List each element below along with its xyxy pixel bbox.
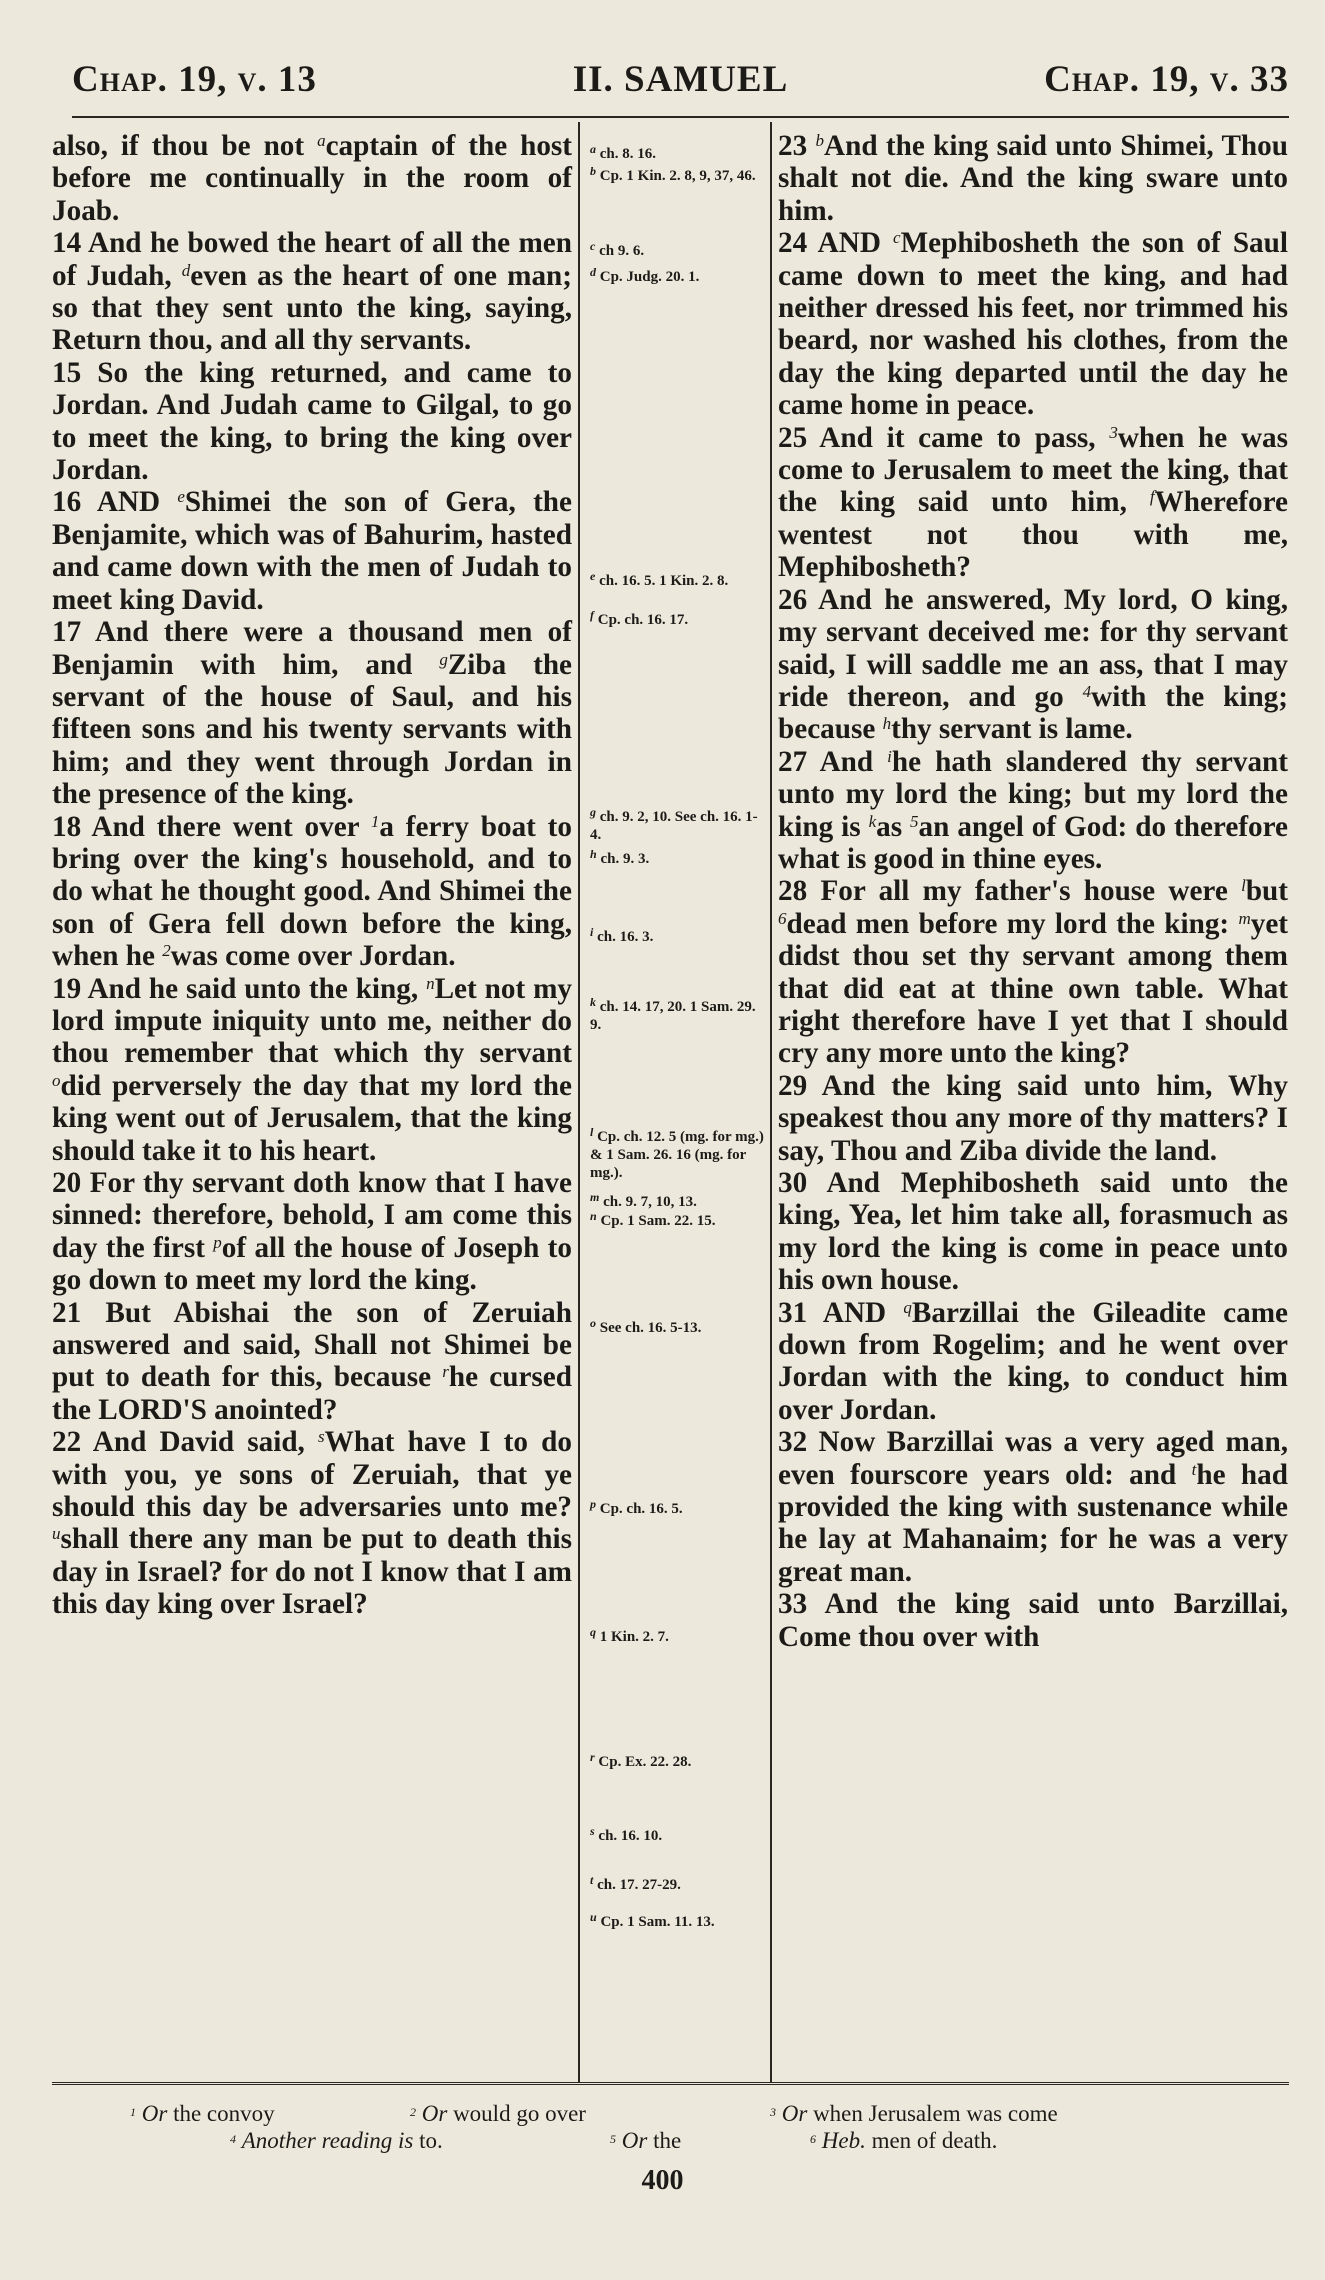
footnote-qualifier: Or: [421, 2101, 448, 2126]
reference-letter: b: [590, 164, 596, 178]
verse-p20: [52, 1167, 572, 1297]
column-divider-right: [770, 122, 772, 2082]
reference-letter: l: [590, 1125, 594, 1139]
cross-reference: [590, 1748, 765, 1771]
reference-letter: d: [590, 265, 596, 279]
reference-letter: h: [590, 847, 597, 861]
cross-reference: [590, 1314, 765, 1337]
note-marker: 5: [910, 811, 919, 831]
footnote-number: 6: [810, 2132, 816, 2146]
reference-text: Cp. 1 Kin. 2. 8, 9, 37, 46.: [599, 168, 756, 184]
verse-p23: [778, 130, 1288, 227]
reference-text: 1 Kin. 2. 7.: [599, 1629, 669, 1645]
verse-p27: [778, 746, 1288, 876]
note-marker: k: [868, 811, 877, 831]
footnote-qualifier: Heb.: [821, 2128, 866, 2153]
reference-text: ch. 16. 3.: [597, 929, 654, 945]
cross-reference: [590, 845, 765, 868]
footnote-rule: [52, 2082, 1289, 2088]
reference-text: Cp. ch. 12. 5 (mg. for mg.) & 1 Sam. 26. 16 (mg. for mg.).: [590, 1129, 764, 1181]
verse-p21: [52, 1297, 572, 1427]
note-marker: h: [882, 714, 892, 734]
verse-text: captain of the host before me continually in the room of Joab.: [52, 130, 573, 227]
footnote-text: to.: [419, 2128, 443, 2153]
verse-p29: [778, 1070, 1288, 1167]
reference-letter: f: [590, 608, 594, 622]
verse-text: 19 And he said unto the king,: [52, 972, 427, 1005]
verse-text: he hath slandered thy servant unto my lord the king; but my lord the king is: [778, 745, 1288, 843]
verse-text: And the king said unto Shimei, Thou shalt not die. And the king sware unto him.: [778, 130, 1288, 227]
verse-text: 17 And there were a thousand men of Benjamin with him, and: [52, 616, 572, 681]
reference-letter: e: [590, 569, 596, 583]
reference-letter: o: [590, 1316, 596, 1330]
verse-text: also, if thou be not: [52, 130, 318, 162]
verse-text: but: [1245, 875, 1288, 908]
note-marker: u: [52, 1524, 61, 1544]
note-marker: 2: [162, 941, 171, 961]
note-marker: s: [318, 1427, 325, 1447]
verse-p28: [778, 875, 1288, 1069]
verse-text: an angel of God: do therefore what is good in thine eyes.: [778, 810, 1289, 875]
verse-text: was come over Jordan.: [170, 940, 456, 973]
verse-text: 26 And he answered, My lord, O king, my servant deceived me: for thy servant said, I will saddle me an ass, that I may ride thereon, and go: [778, 583, 1288, 713]
verse-text: Ziba the servant of the house of Saul, and his fifteen sons and his twenty servants with him; and they went through Jordan in the presence of the king.: [52, 648, 573, 811]
verse-text: 30 And Mephibosheth said unto the king, Yea, let him take all, forasmuch as my lord the king is come in peace unto his own house.: [778, 1167, 1288, 1297]
footnote-qualifier: Or: [621, 2128, 648, 2153]
note-marker: 6: [778, 908, 787, 928]
note-marker: d: [181, 260, 191, 280]
reference-letter: s: [590, 1824, 595, 1838]
verse-text: 14 And he bowed the heart of all the men of Judah,: [52, 227, 572, 292]
footnote: [610, 2125, 681, 2155]
verse-text: he had provided the king with sustenance while he lay at Mahanaim; for he was a very great man.: [778, 1458, 1288, 1588]
verse-p16: [52, 486, 572, 616]
cross-reference: [590, 993, 765, 1034]
note-marker: m: [1238, 908, 1251, 928]
footnote-text: would go over: [453, 2101, 586, 2126]
verse-p24: [778, 227, 1288, 421]
reference-text: ch. 8. 16.: [599, 146, 656, 162]
verse-text: 18 And there went over: [52, 810, 371, 843]
cross-reference: [590, 1623, 765, 1646]
reference-text: ch. 16. 5. 1 Kin. 2. 8.: [599, 573, 729, 589]
verse-text: Shimei the son of Gera, the Benjamite, which was of Bahurim, hasted and came down with the men of Judah to meet king David.: [52, 486, 572, 616]
verse-text: when he was come to Jerusalem to meet the king, that the king said unto him,: [778, 421, 1289, 519]
verse-p13cont: [52, 130, 572, 227]
note-marker: n: [426, 973, 435, 993]
header-left-chapter: Chap. 19, v. 13: [72, 59, 317, 100]
verse-text: of all the house of Joseph to go down to meet my lord the king.: [52, 1231, 572, 1297]
verse-text: did perversely the day that my lord the king went out of Jerusalem, that the king should take it to his heart.: [52, 1069, 572, 1167]
verse-p22: [52, 1426, 572, 1620]
running-header: [72, 58, 1289, 110]
note-marker: l: [1241, 876, 1246, 896]
verse-text: 33 And the king said unto Barzillai, Come thou over with: [778, 1588, 1288, 1653]
verse-text: he cursed the LORD'S anointed?: [52, 1361, 572, 1426]
reference-text: Cp. ch. 16. 5.: [599, 1501, 683, 1517]
verse-text: yet didst thou set thy servant among them that did eat at thine own table. What right therefore have I yet that I should cry any more unto the king?: [778, 907, 1288, 1070]
verse-text: What have I to do with you, ye sons of Zeruiah, that ye should this day be adversaries unto me?: [52, 1426, 572, 1524]
footnote-number: 3: [770, 2105, 776, 2119]
cross-reference: [590, 237, 765, 260]
verse-p31: [778, 1297, 1288, 1427]
reference-text: ch. 9. 7, 10, 13.: [603, 1194, 697, 1210]
verse-text: even as the heart of one man; so that they sent unto the king, saying, Return thou, and all thy servants.: [52, 259, 572, 357]
note-marker: e: [177, 487, 185, 507]
note-marker: 3: [1109, 422, 1118, 442]
cross-reference: [590, 1908, 765, 1931]
verse-text: 31 AND: [778, 1296, 904, 1329]
verse-p32: [778, 1426, 1288, 1588]
reference-text: ch. 16. 10.: [598, 1828, 663, 1844]
cross-reference: [590, 1123, 765, 1182]
cross-reference: [590, 263, 765, 286]
verse-text: dead men before my lord the king:: [786, 907, 1239, 940]
footnote-number: 1: [130, 2105, 136, 2119]
verse-text: 32 Now Barzillai was a very aged man, even fourscore years old: and: [778, 1426, 1288, 1491]
note-marker: r: [442, 1362, 449, 1382]
page-number: 400: [641, 2165, 684, 2196]
verse-p18: [52, 811, 572, 973]
note-marker: b: [815, 131, 825, 150]
reference-text: ch. 14. 17, 20. 1 Sam. 29. 9.: [590, 999, 756, 1033]
note-marker: 1: [370, 811, 380, 831]
note-marker: o: [52, 1070, 61, 1090]
reference-text: Cp. ch. 16. 17.: [597, 612, 689, 628]
footnote-number: 5: [610, 2132, 616, 2146]
reference-text: Cp. Ex. 22. 28.: [598, 1754, 692, 1770]
text-column-right: [778, 130, 1288, 1653]
cross-reference: [590, 567, 765, 590]
reference-text: ch 9. 6.: [599, 243, 645, 259]
footnote-text: the: [653, 2128, 682, 2153]
verse-text: Barzillai the Gileadite came down from Rogelim; and he went over Jordan with the king, to conduct him over Jordan.: [778, 1296, 1288, 1426]
reference-letter: n: [590, 1209, 597, 1223]
verse-text: as: [876, 810, 911, 843]
reference-letter: i: [590, 925, 594, 939]
cross-reference-column: [590, 130, 765, 2080]
cross-reference: [590, 1495, 765, 1518]
verse-text: 20 For thy servant doth know that I have sinned: therefore, behold, I am come this day the first: [52, 1167, 572, 1264]
note-marker: a: [317, 131, 326, 150]
cross-reference: [590, 140, 765, 163]
cross-reference: [590, 1207, 765, 1230]
footnote-qualifier: Or: [141, 2101, 168, 2126]
note-marker: g: [439, 649, 448, 669]
verse-text: shall there any man be put to death this day in Israel? for do not I know that I am this day king over Israel?: [52, 1523, 572, 1621]
footnote-text: men of death.: [871, 2128, 998, 2153]
verse-text: Wherefore wentest not thou with me, Mephibosheth?: [778, 486, 1288, 584]
cross-reference: [590, 803, 765, 844]
cross-reference: [590, 1871, 765, 1894]
verse-p15: [52, 357, 572, 487]
verse-text: 23: [778, 130, 816, 162]
text-column-left: [52, 130, 572, 1621]
header-right-chapter: Chap. 19, v. 33: [1044, 59, 1289, 100]
verse-text: 21 But Abishai the son of Zeruiah answered and said, Shall not Shimei be put to death for this, because: [52, 1296, 572, 1394]
footnote-text: when Jerusalem was come: [813, 2101, 1058, 2126]
reference-letter: g: [590, 805, 596, 819]
footnote: [770, 2098, 1058, 2128]
reference-text: See ch. 16. 5-13.: [599, 1320, 702, 1336]
footnote: [230, 2125, 443, 2155]
note-marker: p: [213, 1232, 222, 1252]
verse-text: 24 AND: [778, 227, 894, 260]
cross-reference: [590, 606, 765, 629]
verse-text: with the king; because: [778, 680, 1288, 746]
verse-p25: [778, 422, 1288, 584]
cross-reference: [590, 923, 765, 946]
verse-text: 22 And David said,: [52, 1426, 319, 1459]
footnote-number: 4: [230, 2132, 236, 2146]
reference-letter: t: [590, 1873, 594, 1887]
reference-text: Cp. 1 Sam. 22. 15.: [600, 1213, 716, 1229]
header-book-title: II. SAMUEL: [572, 59, 789, 100]
verse-text: 15 So the king returned, and came to Jordan. And Judah came to Gilgal, to go to meet the king, to bring the king over Jordan.: [52, 356, 572, 487]
column-divider-left: [578, 122, 580, 2082]
header-rule: [72, 116, 1289, 118]
reference-letter: a: [590, 142, 596, 156]
reference-letter: q: [590, 1625, 596, 1639]
verse-text: 29 And the king said unto him, Why speakest thou any more of thy matters? I say, Thou and Ziba divide the land.: [778, 1069, 1288, 1167]
verse-p26: [778, 584, 1288, 746]
footnote-text: the convoy: [173, 2101, 275, 2126]
reference-letter: k: [590, 995, 596, 1009]
footnote-qualifier: Or: [781, 2101, 808, 2126]
verse-p17: [52, 616, 572, 810]
verse-text: Let not my lord impute iniquity unto me, neither do thou remember that which thy servant: [52, 972, 572, 1070]
verse-text: 16 AND: [52, 486, 178, 519]
verse-p30: [778, 1167, 1288, 1297]
verse-p14: [52, 227, 572, 357]
reference-letter: m: [590, 1190, 600, 1204]
verse-text: 28 For all my father's house were: [778, 875, 1242, 908]
cross-reference: [590, 162, 765, 185]
verse-text: 27 And: [778, 745, 888, 778]
reference-letter: p: [590, 1497, 596, 1511]
verse-p33: [778, 1588, 1288, 1653]
note-marker: q: [903, 1297, 912, 1317]
verse-text: Mephibosheth the son of Saul came down to meet the king, and had neither dressed his feet, nor trimmed his beard, nor washed his clothes, from the day the king departed until the day he came home in peace.: [778, 227, 1288, 422]
note-marker: i: [887, 746, 892, 766]
verse-text: a ferry boat to bring over the king's household, and to do what he thought good. And Shimei the son of Gera fell down before the king, when he: [52, 810, 572, 973]
reference-letter: u: [590, 1910, 597, 1924]
reference-text: ch. 9. 2, 10. See ch. 16. 1-4.: [590, 809, 758, 843]
footnote: [130, 2098, 275, 2128]
reference-text: Cp. 1 Sam. 11. 13.: [600, 1914, 715, 1930]
verse-text: 25 And it came to pass,: [778, 421, 1110, 454]
cross-reference: [590, 1822, 765, 1845]
verse-text: thy servant is lame.: [891, 713, 1133, 746]
reference-text: ch. 9. 3.: [600, 851, 650, 867]
reference-text: ch. 17. 27-29.: [597, 1877, 681, 1893]
reference-text: Cp. Judg. 20. 1.: [599, 269, 700, 285]
note-marker: c: [893, 228, 901, 248]
reference-letter: c: [590, 239, 596, 253]
footnote: [410, 2098, 586, 2128]
footnote-number: 2: [410, 2105, 416, 2119]
footnote: [810, 2125, 997, 2155]
footnote-qualifier: Another reading is: [241, 2128, 414, 2153]
reference-letter: r: [590, 1750, 595, 1764]
note-marker: 4: [1082, 681, 1092, 701]
note-marker: t: [1191, 1459, 1197, 1479]
note-marker: f: [1149, 487, 1155, 507]
verse-p19: [52, 973, 572, 1167]
